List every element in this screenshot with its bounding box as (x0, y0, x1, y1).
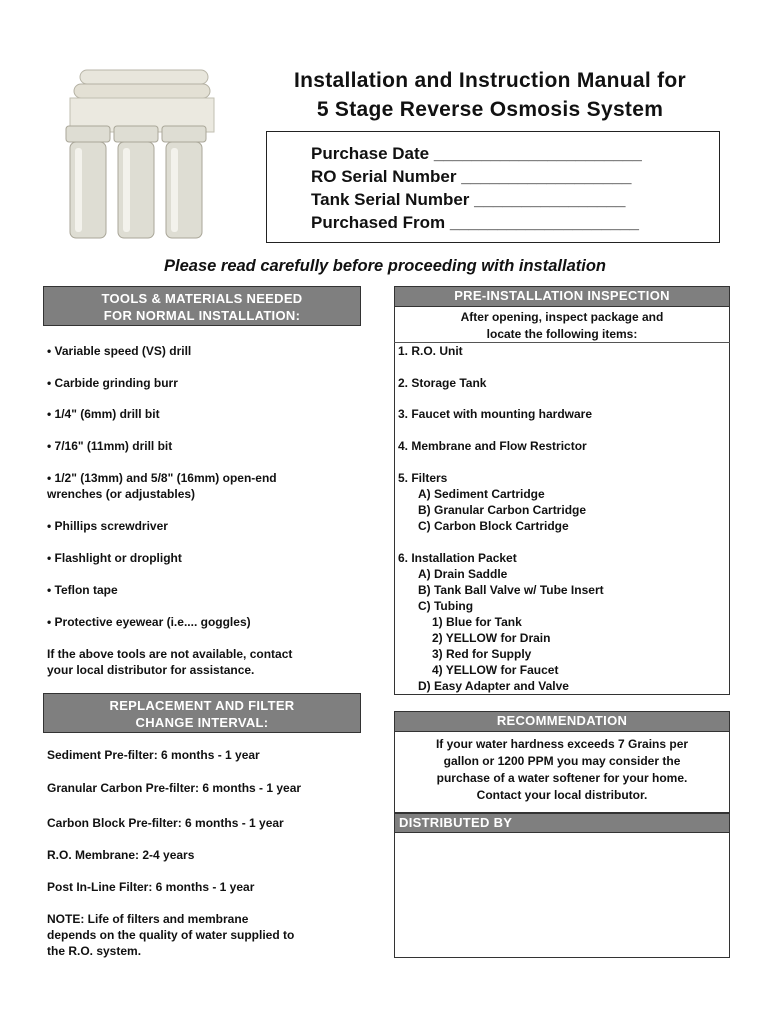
tool-item: • 7/16" (11mm) drill bit (47, 439, 173, 453)
ro-system-image (58, 64, 218, 246)
replacement-item: Granular Carbon Pre-filter: 6 months - 1 year (47, 781, 302, 795)
inspection-intro-line-2: locate the following items: (486, 327, 638, 341)
tools-note-line-2: your local distributor for assistance. (47, 663, 255, 677)
instruction-subtitle: Please read carefully before proceeding with installation (164, 257, 606, 275)
inspection-item: 2. Storage Tank (398, 376, 487, 390)
distributed-header: DISTRIBUTED BY (394, 813, 730, 833)
replacement-note-line-2: depends on the quality of water supplied to (47, 928, 295, 942)
inspection-item: 4. Membrane and Flow Restrictor (398, 439, 587, 453)
inspection-subitem: 4) YELLOW for Faucet (432, 663, 559, 677)
inspection-subitem: D) Easy Adapter and Valve (418, 679, 569, 693)
tank-serial-field[interactable]: Tank Serial Number ________________ (311, 190, 626, 209)
purchased-from-field[interactable]: Purchased From ____________________ (311, 213, 639, 232)
inspection-intro-line-1: After opening, inspect package and (460, 310, 664, 324)
replacement-note-line-1: NOTE: Life of filters and membrane (47, 912, 249, 926)
recommendation-line-2: gallon or 1200 PPM you may consider the (443, 754, 681, 768)
replacement-item: Carbon Block Pre-filter: 6 months - 1 year (47, 816, 284, 830)
recommendation-line-3: purchase of a water softener for your home. (436, 771, 688, 785)
tool-item: • Phillips screwdriver (47, 519, 168, 533)
replacement-header (43, 693, 361, 733)
inspection-subitem: A) Sediment Cartridge (418, 487, 545, 501)
replacement-item: Post In-Line Filter: 6 months - 1 year (47, 880, 255, 894)
inspection-header: PRE-INSTALLATION INSPECTION (394, 286, 730, 307)
tool-item: • Carbide grinding burr (47, 376, 178, 390)
recommendation-header: RECOMMENDATION (394, 711, 730, 732)
tool-item: • Flashlight or droplight (47, 551, 182, 565)
purchase-info-box (266, 131, 720, 243)
inspection-subitem: C) Carbon Block Cartridge (418, 519, 569, 533)
tools-header-line-2: FOR NORMAL INSTALLATION: (103, 308, 301, 323)
inspection-item: 1. R.O. Unit (398, 344, 463, 358)
inspection-subitem: 3) Red for Supply (432, 647, 532, 661)
tools-header-line-1: TOOLS & MATERIALS NEEDED (101, 291, 303, 306)
replacement-item: R.O. Membrane: 2-4 years (47, 848, 195, 862)
recommendation-line-1: If your water hardness exceeds 7 Grains per (435, 737, 689, 751)
inspection-subitem: B) Granular Carbon Cartridge (418, 503, 587, 517)
inspection-subitem: C) Tubing (418, 599, 474, 613)
inspection-subitem: B) Tank Ball Valve w/ Tube Insert (418, 583, 604, 597)
inspection-item: 3. Faucet with mounting hardware (398, 407, 593, 421)
tools-note-line-1: If the above tools are not available, contact (47, 647, 293, 661)
replacement-item: Sediment Pre-filter: 6 months - 1 year (47, 748, 260, 762)
inspection-subitem: 2) YELLOW for Drain (432, 631, 551, 645)
replacement-header-line-1: REPLACEMENT AND FILTER (109, 698, 295, 713)
tool-item: • Variable speed (VS) drill (47, 344, 192, 358)
recommendation-line-4: Contact your local distributor. (476, 788, 648, 802)
tool-item: • 1/4" (6mm) drill bit (47, 407, 160, 421)
tool-item: • 1/2" (13mm) and 5/8" (16mm) open-end (47, 471, 277, 485)
tools-header (43, 286, 361, 326)
document-title (262, 66, 718, 124)
replacement-header-line-2: CHANGE INTERVAL: (135, 715, 269, 730)
ro-serial-field[interactable]: RO Serial Number __________________ (311, 167, 632, 186)
inspection-item: 5. Filters (398, 471, 448, 485)
replacement-note-line-3: the R.O. system. (47, 944, 142, 958)
tool-item: • Teflon tape (47, 583, 118, 597)
inspection-subitem: 1) Blue for Tank (432, 615, 522, 629)
purchase-date-field[interactable]: Purchase Date ______________________ (311, 144, 642, 163)
tool-item: wrenches (or adjustables) (47, 487, 196, 501)
tool-item: • Protective eyewear (i.e.... goggles) (47, 615, 251, 629)
title-line-1: Installation and Instruction Manual for (293, 69, 687, 92)
inspection-subitem: A) Drain Saddle (418, 567, 508, 581)
distributed-box[interactable] (394, 832, 730, 958)
title-line-2: 5 Stage Reverse Osmosis System (316, 98, 664, 121)
inspection-item: 6. Installation Packet (398, 551, 517, 565)
